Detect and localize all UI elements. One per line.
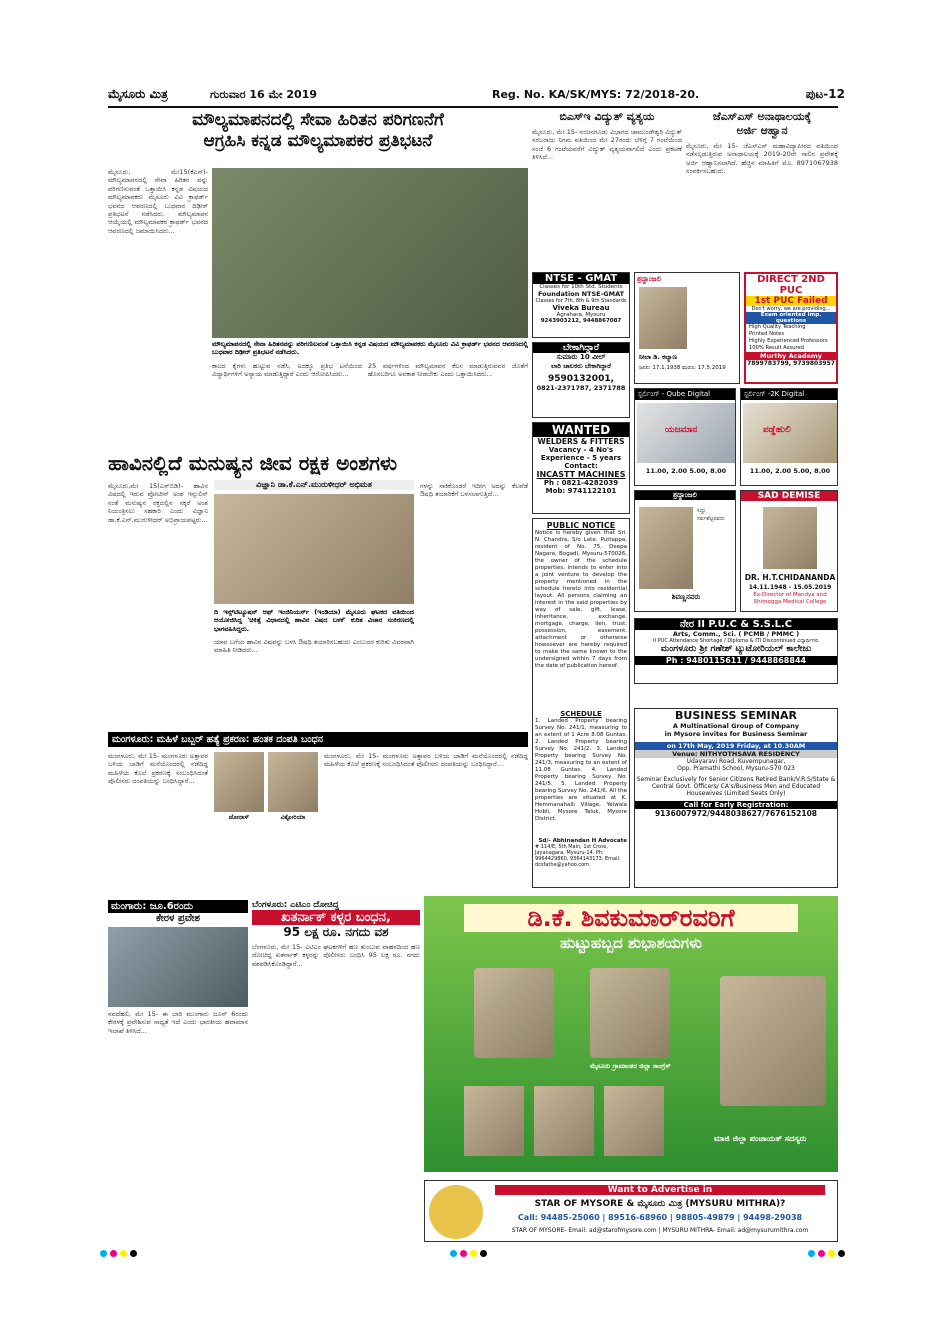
story-body-mid: ಕಾಲದ ಕೈಗಳು ಹುಟ್ಟುವ ನಡೆಸಿ, ಅದಕ್ಕೂ ಪ್ರತಿಭ ಟನೆಯಿಂದ ವಿದ್ಯಾರ್ಥಿಗಳಿಗೆ ಅನ್ಯಾಯ ಮಾಡುತ್ತಿದ್ದಾರೆ ಎಂದು ಆರೋಪಿಸಿದರು... <box>212 362 362 379</box>
person-name-2: ವಿಕ್ಟೋರಿಯಾ <box>280 814 306 821</box>
accused-photo-2 <box>268 752 318 812</box>
headline-line2: 95 ಲಕ್ಷ ರೂ. ನಗದು ವಶ <box>283 925 389 939</box>
wanted-welders-ad <box>532 422 630 514</box>
obituary-ad <box>634 272 740 384</box>
page-header <box>100 86 845 104</box>
story-body-cont: ಮಂಗಳೂರು, ಮೇ 15- ಮಂಗಳೂರು ಅತ್ತಾವರ ಬಳಿಯ ಬಾಡಿಗೆ ಮನೆಯೊಂದರಲ್ಲಿ ನಡೆದಿದ್ದ ಮಹಿಳೆಯ ಕೊಲೆ ಪ್ರಕರಣಕ್ಕೆ ಸಂಬಂಧಿಸಿದಂತೆ ಪೊಲೀಸರು ದಂಪತಿಯನ್ನು ಬಂಧಿಸಿದ್ದಾರೆ... <box>324 752 528 769</box>
magenta-mark <box>460 1250 467 1257</box>
mangaluru-murder-story <box>108 732 528 896</box>
leader-photo-4 <box>464 1086 524 1156</box>
college-name: ಮಂಗಳೂರು ಶ್ರೀ ಗಣೇಶ್ ಟ್ಯುಟೋರಿಯಲ್ ಕಾಲೇಜು <box>660 644 812 654</box>
headline: ಮೌಲ್ಯಮಾಪನದಲ್ಲಿ ಸೇವಾ ಹಿರಿತನ ಪರಿಗಣನೆಗೆ <box>192 110 444 130</box>
kicker: ಬೆಂಗಳೂರು: ಎಟಿಎಂ ದೋಚಿದ್ದ <box>252 900 339 910</box>
ad-sub: Arts, Comm., Sci. ( PCMB / PMMC ) <box>672 630 800 638</box>
ad-phones: 9136007972/9448038627/7676152108 <box>654 809 818 818</box>
evaluators-protest-story <box>108 110 528 446</box>
magenta-mark <box>110 1250 117 1257</box>
ad-invite: Seminar Exclusively for Senior Citizens Retired Bank/V.R.S/State & Central Govt. Officers/ CA's/Business Men and Educated Housewives (Limited Seats Only) <box>636 776 836 797</box>
story-body: ಬೆಂಗಳೂರು, ಮೇ 15- ಎಟಿಎಂ ಘಟಕಗಳಿಗೆ ಹಣ ತುಂಬುವ ವಾಹನದಿಂದ ಹಣ ದೋಚಿದ್ದ ಖತರ್ನಾಕ್ ಕಳ್ಳರನ್ನು ಪೊಲೀಸರು ಬಂಧಿಸಿ 95 ಲಕ್ಷ ರೂ. ನಗದು ವಶಪಡಿಸಿಕೊಂಡಿದ್ದಾರೆ... <box>252 943 420 968</box>
yellow-mark <box>470 1250 477 1257</box>
black-mark <box>838 1250 845 1257</box>
point: 100% Result Assured <box>749 345 804 351</box>
show-times: 11.00, 2.00 5.00, 8.00 <box>645 467 727 475</box>
yellow-mark <box>828 1250 835 1257</box>
role: Ex-Director of Mandya and Shimogga Medical College <box>753 592 827 605</box>
business-seminar-ad <box>634 708 838 888</box>
ad-title: WANTED <box>533 423 629 437</box>
yellow-mark <box>120 1250 127 1257</box>
story-body: ಮೈಸೂರು, ಮೇ 15- ಜೆಎಸ್‌ಎಸ್ ಮಹಾವಿದ್ಯಾಪೀಠದ ವತಿಯಿಂದ ನಡೆಸಲ್ಪಡುತ್ತಿರುವ ಅನಾಥಾಲಯಕ್ಕೆ 2019-20ನೇ ಸಾಲಿನ ಪ್ರವೇಶಕ್ಕೆ ಅರ್ಜಿ ಆಹ್ವಾನಿಸಲಾಗಿದೆ. ಹೆಚ್ಚಿನ ಮಾಹಿತಿಗೆ ಮೊ. 8971067938 ಸಂಪರ್ಕಿಸಬಹುದು. <box>686 142 838 176</box>
deceased-name: ಶಿವಣ್ಣನವರು <box>671 593 701 601</box>
headline-line2: ಅರ್ಜಿ ಆಹ್ವಾನ <box>736 124 788 137</box>
ad-label: ಶ್ರದ್ಧಾಂಜಲಿ <box>635 491 735 500</box>
ad-company: INCASTT MACHINES <box>536 470 626 479</box>
page-number: ಪುಟ-12 <box>805 87 845 101</box>
jss-orphanage-story <box>686 110 838 268</box>
dates: ಜನನ: 17.1.1938 ಮರಣ: 17.5.2019 <box>639 365 726 371</box>
headline: ಮಂಗಳೂರು: ಮಹಿಳೆ ಬಬ್ಬರ್ ಹತ್ಯೆ ಪ್ರಕರಣ: ಹಂತಕ ದಂಪತಿ ಬಂಧನ <box>108 732 528 747</box>
snake-venom-story <box>108 450 528 728</box>
public-notice <box>532 518 630 888</box>
ad-phone1: 9590132001, <box>547 374 615 384</box>
greeting-wish: ಹುಟ್ಟುಹಬ್ಬದ ಶುಭಾಶಯಗಳು <box>560 934 702 952</box>
cinema-header <box>635 389 735 400</box>
film-title: ಪಡ್ಡೆಹುಲಿ <box>763 425 791 435</box>
kicker: ವಿಜ್ಞಾನಿ ಡಾ.ಕೆ.ಎನ್.ಮುರುಳೀಧರ್ ಅಭಿಮತ <box>214 480 414 490</box>
headline-line2: ಆಗ್ರಹಿಸಿ ಕನ್ನಡ ಮೌಲ್ಯಮಾಪಕರ ಪ್ರತಿಭಟನೆ <box>203 131 433 151</box>
show-times: 11.00, 2.00 5.00, 8.00 <box>749 467 831 475</box>
call-numbers: Call: 94485-25060 | 89516-68960 | 98805-49879 | 94498-29038 <box>517 1213 803 1222</box>
story-body-right: 25 ವರ್ಷಗಳಿಂದ ಮೌಲ್ಯಮಾಪನ ಕೆಲಸ ಮಾಡುತ್ತಿರುವವರ ಜೊತೆಗೆ ಹೊಸಬರಿಗೂ ಅವಕಾಶ ನೀಡಬೇಕು ಎಂದು ಒತ್ತಾಯಿಸಿದರು... <box>368 362 528 379</box>
tutorial-college-ad <box>634 618 838 684</box>
cyan-mark <box>808 1250 815 1257</box>
ad-label: ಶ್ರದ್ಧಾಂಜಲಿ <box>637 275 661 283</box>
theatre-name: ಸ್ಟರ್ಲಿಂಗ್ <box>744 390 766 398</box>
ad-name: Murthy Academy <box>746 352 836 360</box>
theatre-name: ಸ್ಟರ್ಲಿಂಗ್ <box>638 390 660 398</box>
headline-line2: ಕೇರಳ ಪ್ರವೇಶ <box>155 913 200 924</box>
ad-points <box>746 324 836 352</box>
story-body: ಮಂಗಳೂರು, ಮೇ 15- ಮಂಗಳೂರು ಅತ್ತಾವರ ಬಳಿಯ ಬಾಡಿಗೆ ಮನೆಯೊಂದರಲ್ಲಿ ನಡೆದಿದ್ದ ಮಹಿಳೆಯ ಕೊಲೆ ಪ್ರಕರಣಕ್ಕೆ ಸಂಬಂಧಿಸಿದಂತೆ ಪೊಲೀಸರು ದಂಪತಿಯನ್ನು ಬಂಧಿಸಿದ್ದಾರೆ... <box>108 752 208 786</box>
emails: STAR OF MYSORE- Email: ad@starofmysore.com | MYSURU MITHRA- Email: ad@mysurumithra.com <box>511 1227 809 1234</box>
greeting-from: ಮೈಸೂರು ಗ್ರಾಮಾಂತರ ಜಿಲ್ಲಾ ಕಾಂಗ್ರೆಸ್ <box>590 1062 671 1070</box>
leader-photo-3 <box>720 976 826 1106</box>
leader-photo-1 <box>474 968 554 1058</box>
ad-name: Viveka Bureau <box>552 304 610 312</box>
ad-line2: ಲಾರಿ ಚಾಲಕರು ಬೇಕಾಗಿದ್ದಾರೆ <box>551 362 611 370</box>
ad-phone: 9243903212, 9448867087 <box>540 318 622 324</box>
portrait-photo <box>639 287 687 349</box>
ad-line2: Vacancy - 4 No's <box>548 446 614 454</box>
direct-puc-ad <box>744 272 838 384</box>
story-body-right: ಗಳನ್ನು ಸಾಕಿಕೊಂಡರೆ ಇದೀಗ ಅದನ್ನು ಕೆಲವೆಡೆ ಔಷಧಿ ತಯಾರಿಕೆಗೆ ಬಳಸಲಾಗುತ್ತಿದೆ... <box>420 482 528 499</box>
accused-photo-1 <box>214 752 264 812</box>
headline: ಖತರ್ನಾಕ್ ಕಳ್ಳರ ಬಂಧನ, <box>252 910 420 925</box>
black-mark <box>480 1250 487 1257</box>
protest-photo <box>212 168 528 338</box>
greeting-name: ಡಿ.ಕೆ. ಶಿವಕುಮಾರ್‌ರವರಿಗೆ <box>464 904 798 932</box>
sad-demise-ad <box>740 490 838 612</box>
ad-line1: WELDERS & FITTERS <box>537 437 625 446</box>
story-body: ನವದೆಹಲಿ, ಮೇ 15- ಈ ಬಾರಿ ಮುಂಗಾರು ಜೂನ್ 6ರಂದು ಕೇರಳಕ್ಕೆ ಪ್ರವೇಶಿಸುವ ಸಾಧ್ಯತೆ ಇದೆ ಎಂದು ಭಾರತೀಯ ಹವಾಮಾನ ಇಲಾಖೆ ತಿಳಿಸಿದೆ... <box>108 1010 248 1035</box>
cinema-header <box>741 389 837 400</box>
point: Highly Experienced Professors <box>749 338 828 344</box>
ad-title: ಬೇಕಾಗಿದ್ದಾರೆ <box>533 343 629 353</box>
story-body-left: ಮೈಸೂರು, ಮೇ15(ಕೆಎಸ್)- ಮೌಲ್ಯಮಾಪನದಲ್ಲಿ ಸೇವಾ ಹಿರಿತನ ವನ್ನು ಪರಿಗಣಿಸುವಂತೆ ಒತ್ತಾಯಿಸಿ ಕನ್ನಡ ವಿಷಯದ ಮೌಲ್ಯಮಾಪಕರು ಮೈಸೂರು ವಿವಿ ಕ್ರಾಫರ್ಡ್ ಭವನದ ಆವರಣದಲ್ಲಿ ಬುಧವಾರ ದಿಢೀರ್ ಪ್ರತಿಭಟನೆ ನಡೆಸಿದರು. ಮೌಲ್ಯಮಾಪನ ಆಯ್ಕೆಯಲ್ಲಿ ಮೌಲ್ಯಮಾಪಕರ ಕ್ರಾಫರ್ಡ್ ಭವನದ ಆವರಣದಲ್ಲಿ ಜಮಾಯಿಸಿದರು... <box>108 168 208 235</box>
point: Printed Notes <box>749 331 785 337</box>
notice-title: PUBLIC NOTICE <box>546 521 616 530</box>
publications: STAR OF MYSORE & ಮೈಸೂರು ಮಿತ್ರ (MYSURU MITHRA)? <box>534 1199 786 1209</box>
cinema-ad-qube <box>634 388 736 486</box>
headline: ಜೆಎಸ್‌ಎಸ್ ಅನಾಥಾಲಯಕ್ಕೆ <box>712 110 812 123</box>
print-registration-marks <box>100 1250 845 1260</box>
ad-foundation: Foundation NTSE-GMAT <box>537 290 625 298</box>
headline: ಮಂಗಾರು: ಜೂ.6ರಂದು <box>108 900 248 913</box>
theatre-tag: - Qube Digital <box>661 390 711 398</box>
ad-phone2: 0821-2371787, 2371788 <box>536 384 626 392</box>
ad-text: ಸಿದ್ದು ಸರ್ವಶೆಟ್ಟರವರು <box>697 508 725 523</box>
phone-icon <box>429 1185 483 1239</box>
point: High Quality Teaching <box>749 324 806 330</box>
headline: ಬಿಎಸ್‌ಇ ವಿದ್ಯುತ್ ವ್ಯತ್ಯಯ <box>559 110 655 123</box>
story-body: ಮೈಸೂರು, ಮೇ 15- ನಂಜನಗೂಡು ವಿಭಾಗದ ಚಾಮುಂಡೇಶ್ವರಿ ವಿದ್ಯುತ್ ಸರಬರಾಜು ನಿಗಮ ವತಿಯಿಂದ ಮೇ 27ರಂದು ಬೆಳಿಗ್ಗೆ 7 ಗಂಟೆಯಿಂದ ಸಂಜೆ 6 ಗಂಟೆಯವರೆಗೆ ವಿದ್ಯುತ್ ವ್ಯತ್ಯಯವಾಗಲಿದೆ ಎಂದು ಪ್ರಕಟಣೆ ತಿಳಿಸಿದೆ... <box>532 128 682 162</box>
power-cut-story <box>532 110 682 268</box>
photo-caption: ಮೌಲ್ಯಮಾಪನದಲ್ಲಿ ಸೇವಾ ಹಿರಿತನವನ್ನು ಪರಿಗಣಿಸುವಂತೆ ಒತ್ತಾಯಿಸಿ ಕನ್ನಡ ವಿಷಯದ ಮೌಲ್ಯಮಾಪಕರು ಮೈಸೂರು ವಿವಿ ಕ್ರಾಫರ್ಡ್ ಭವನದ ಆವರಣದಲ್ಲಿ ಬುಧವಾರ ದಿಢೀರ್ ಪ್ರತಿಭಟನೆ ನಡೆಸಿದರು. <box>212 340 528 357</box>
theatre-tag: -2K Digital <box>767 390 805 398</box>
ad-mobile: Mob: 9741122101 <box>545 487 617 495</box>
drivers-wanted-ad <box>532 342 630 418</box>
deceased-name: DR. H.T.CHIDANANDA <box>744 573 836 582</box>
ad-phone: 7899783799, 9739803957 <box>747 360 835 367</box>
leader-photo-2 <box>590 968 670 1058</box>
notice-body: Notice is hereby given that Sri. N. Chandra, S/o Late. Puttappa, resident of No. 75, Deepa Nagara, Bogadi, Mysuru-570026, the owner of the schedule properties, intends to enter into a joint venture to develop the property mentioned in the schedule hereto into residential layout. All persons claiming an interest in the said properties by way of sale, gift, lease, inheritance, exchange, mortgage, charge, lien, trust, possession, easement, attachment or otherwise howsoever are hereby required to make the same known to the undersigned within 7 days from the date of publication hereof. <box>535 530 627 669</box>
masthead: ಮೈಸೂರು ಮಿತ್ರ <box>108 87 168 101</box>
deceased-name: ನೀಲಾ ಡಿ. ಕಲ್ಯಾಣ <box>639 353 678 361</box>
ad-banner: 1st PUC Failed <box>746 296 836 306</box>
ad-exam: Exam oriented imp. questions <box>746 312 836 324</box>
ad-foundation-sub: Classes for 7th, 8th & 9th Standards <box>535 298 627 304</box>
greeting-footer: ಮಾಜಿ ಜಿಲ್ಲಾ ಪಂಚಾಯತ್ ಸದಸ್ಯರು <box>714 1134 807 1143</box>
event-photo <box>214 494 414 604</box>
ad-title: DIRECT 2ND PUC <box>757 274 825 296</box>
dates: 14.11.1948 - 15.05.2019 <box>748 584 832 591</box>
ad-address: Agrahara, Mysuru <box>556 312 606 318</box>
ad-line3: Experience - 5 years <box>540 454 622 462</box>
ntse-ad <box>532 272 630 338</box>
birthday-greeting-ad <box>424 896 838 1172</box>
ad-addr1: Udayaravi Road, Kuvempunagar, <box>686 758 786 765</box>
advertise-with-us-ad <box>424 1180 838 1242</box>
story-body-mid: ಯಾವ ಬಗೆಯ ಹಾವಿನ ವಿಷವನ್ನು ಬಳಸಿ ಔಷಧಿ ತಯಾರಿಸಬಹುದು ಎಂಬುದರ ಕುರಿತು ವಿವರವಾಗಿ ಮಾಹಿತಿ ನೀಡಿದರು... <box>214 638 414 655</box>
cyan-mark <box>450 1250 457 1257</box>
portrait-photo <box>763 507 817 569</box>
story-body-left: ಮೈಸೂರು,ಮೇ 15(ಎಸ್‌ಬಿಡಿ)- ಹಾವಿನ ವಿಷದಲ್ಲಿ ಇರುವ ಪ್ರೋಟೀನ್ ಅಂಶ ಇನ್ಸುಲಿನ್ ನಂತೆ ಮನುಷ್ಯನ ರಕ್ತದಲ್ಲಿನ ಸಕ್ಕರೆ ಅಂಶ ನಿಯಂತ್ರಿಸಲು ಸಹಕಾರಿ ಎಂದು ವಿಜ್ಞಾನಿ ಡಾ.ಕೆ.ಎನ್.ಮುರುಳೀಧರ್ ಅಭಿಪ್ರಾಯಪಟ್ಟರು... <box>108 482 208 524</box>
leader-photo-6 <box>604 1086 664 1156</box>
ad-sub: Classes for 10th Std. Students <box>539 284 623 290</box>
ad-line2: II PUC Attendance Shortage / Diploma & ITI Discontinued ವಿದ್ಯಾರ್ಥಿಗಳು <box>653 638 819 644</box>
ad-venue: Venue: NITHYOTHSAVA RESIDENCY <box>635 750 837 758</box>
leader-photo-5 <box>534 1086 594 1156</box>
header-rule <box>108 106 838 108</box>
ad-sub2: in Mysore invites for Business Seminar <box>664 730 808 738</box>
cyan-mark <box>100 1250 107 1257</box>
magenta-mark <box>818 1250 825 1257</box>
ad-tag: Don't worry, we are providing... <box>751 306 831 312</box>
film-title: ಯಜಮಾನ <box>665 425 698 435</box>
ad-call: Call for Early Registration: <box>635 801 837 809</box>
photo-caption: ದಿ ಇನ್ಸ್‌ಟಿಟ್ಯೂಷನ್ ಆಫ್ ಇಂಜಿನಿಯರ್ಸ್ (ಇಂಡಿಯಾ) ಮೈಸೂರು ಘಟಕದ ವತಿಯಿಂದ ಆಯೋಜಿಸಿದ್ದ 'ಚಿಕಿತ್ಸೆ ವಿಧಾನದಲ್ಲಿ ಹಾವಿನ ವಿಷದ ಬಳಕೆ' ಕುರಿತ ವಿಚಾರ ಸಂಕಿರಣದಲ್ಲಿ ಭಾಗವಹಿಸಿದ್ದರು. <box>214 608 414 633</box>
ad-title: ನೇರ II P.U.C & S.S.L.C <box>635 619 837 630</box>
black-mark <box>130 1250 137 1257</box>
person-name-1: ಜೋನಾಸ್ <box>228 814 250 821</box>
ad-phone: Ph : 0821-4282039 <box>543 479 619 487</box>
atm-thieves-story <box>252 900 420 1240</box>
ad-sub1: A Multinational Group of Company <box>672 722 800 730</box>
portrait-photo <box>639 507 693 589</box>
ad-title: Want to Advertise in <box>495 1185 825 1195</box>
ad-addr2: Opp. Pramathi School, Mysuru-570 023 <box>677 765 795 772</box>
ad-title: NTSE - GMAT <box>533 273 629 284</box>
ad-phone: Ph : 9480115611 / 9448868844 <box>635 656 837 665</box>
cinema-ad-2k <box>740 388 838 486</box>
monsoon-story <box>108 900 248 1240</box>
ad-title: SAD DEMISE <box>741 491 837 501</box>
obituary-ad-2 <box>634 490 736 612</box>
notice-address: # 114/E, 5th Main, 1st Cross, Jayanagara, Mysuru-14. Ph: 9964429860, 9364143173, Email: dcsfathe@yahoo.com <box>535 844 621 868</box>
schedule-title: SCHEDULE <box>560 710 602 718</box>
headline: ಹಾವಿನಲ್ಲಿದೆ ಮನುಷ್ಯನ ಜೀವ ರಕ್ಷಕ ಅಂಶಗಳು <box>108 451 398 475</box>
ad-line1: ಸುಮಾರು 10 ವೀಲ್ <box>556 353 606 361</box>
issue-date: ಗುರುವಾರ 16 ಮೇ 2019 <box>210 88 318 101</box>
signatory: Sd/- Abhinandan H Advocate <box>538 838 627 844</box>
ad-date: on 17th May, 2019 Friday, at 10.30AM <box>635 742 837 750</box>
rain-photo <box>108 927 248 1007</box>
ad-contact: Contact: <box>564 462 598 470</box>
ad-title: BUSINESS SEMINAR <box>675 709 797 722</box>
reg-number: Reg. No. KA/SK/MYS: 72/2018-20. <box>492 88 700 101</box>
schedule-body: 1. Landed Property bearing Survey No. 241/1, measuring to an extent of 1 Acre 8.08 Guntas. 2. Landed Property bearing Survey No. 241/2. 3. Landed Property bearing Survey No. 241/3, measuring to an extent of 11.08 Guntas. 4. Landed Property bearing Survey No. 241/5. 5. Landed Property bearing Survey No. 241/6. All the properties are situated at K. Hemmanahalli Village, Yelwala Hobli, Mysore Taluk, Mysore District. <box>535 718 627 822</box>
